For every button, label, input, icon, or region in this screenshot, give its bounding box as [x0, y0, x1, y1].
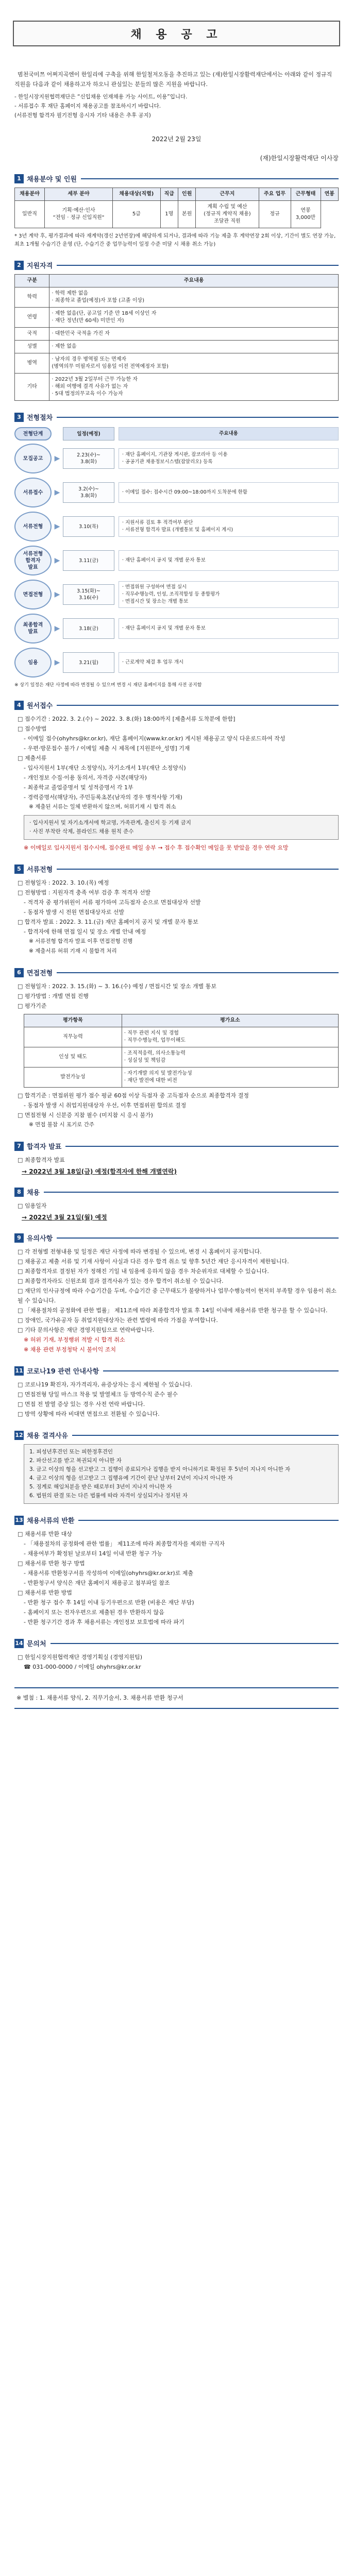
s11-line: □ 코로나19 확진자, 자가격리자, 유증상자는 응시 제한될 수 있습니다. — [18, 1381, 193, 1388]
s4-line: - 입사지원서 1부(재단 소정양식), 자기소개서 1부(재단 소정양식) — [24, 765, 186, 771]
s4-line: ※ 제출된 서류는 일체 반환하지 않으며, 허위기재 시 합격 취소 — [29, 804, 176, 810]
table-header-cell: 구분 — [15, 275, 49, 287]
table-row — [15, 287, 339, 308]
section-number: 8 — [14, 1188, 24, 1197]
s5-line: □ 전형방법 : 지원자격 충족 여부 검증 후 적격자 선발 — [18, 889, 151, 896]
section-13-header — [14, 1515, 339, 1525]
s11-line: □ 면접전형 당일 마스크 착용 및 발열체크 등 방역수칙 준수 필수 — [18, 1391, 178, 1398]
s5-line: □ 합격자 발표 : 2022. 3. 11.(금) 재단 홈페이지 공지 및 개별 문자 통보 — [18, 919, 198, 925]
section-number: 4 — [14, 701, 24, 710]
table-cell: 성별 — [15, 341, 49, 353]
flow-header-stage: 전형단계 — [14, 427, 52, 440]
s4-line: □ 접수기간 : 2022. 3. 2.(수) ~ 2022. 3. 8.(화) 18:00까지 [제출서류 도착분에 한함] — [18, 716, 236, 722]
flow-stage: 서류전형 — [14, 512, 52, 541]
table-header-cell: 평가요소 — [122, 1014, 338, 1027]
table-row — [24, 1047, 339, 1067]
table-cell: · 자기개발 의지 및 발전가능성 · 재단 발전에 대한 비전 — [122, 1067, 338, 1088]
flow-row — [14, 580, 339, 609]
section-divider — [72, 1435, 339, 1436]
disqualification-box — [24, 1444, 339, 1504]
section-number: 14 — [14, 1639, 24, 1648]
s13-line: - 「채용절차의 공정화에 관한 법률」 제11조에 따라 최종합격자를 제외한 구직자 — [24, 1540, 225, 1547]
table-row — [15, 374, 339, 401]
s5-line: - 합격자에 한해 면접 일시 및 장소 개별 안내 예정 — [24, 928, 146, 935]
table-header-cell: 근무형태 — [291, 188, 321, 201]
section-11-header — [14, 1366, 339, 1376]
table-cell: 연봉 3,000만 — [291, 201, 321, 228]
section-1-header — [14, 174, 339, 183]
page-title: 채 용 공 고 — [130, 28, 223, 41]
section-4-body — [18, 714, 339, 853]
s9-line: □ 채용공고 제출 서류 및 기재 사항이 사실과 다른 경우 합격 취소 및 향후 5년간 재단 응시자격이 제한됩니다. — [18, 1258, 289, 1265]
section-divider — [51, 1643, 339, 1644]
intro-notice-3: (서류전형 합격자 필기전형 응시자 기타 내용은 추후 공지) — [14, 112, 151, 118]
table-row — [15, 201, 339, 228]
s4-line: □ 접수방법 — [18, 725, 47, 732]
section-number: 13 — [14, 1516, 24, 1525]
table-header-cell: 인원 — [178, 188, 196, 201]
section-divider — [81, 178, 339, 179]
flow-period: 3.11(금) — [63, 550, 114, 571]
hire-date: → 2022년 3월 21일(월) 예정 — [22, 1214, 107, 1221]
section-6-body — [18, 981, 339, 1011]
section-title: 채용서류의 반환 — [27, 1517, 75, 1525]
section-7-body — [18, 1155, 339, 1165]
flow-row — [14, 478, 339, 507]
section-title: 서류전형 — [27, 866, 53, 874]
table-cell: 5급 — [113, 201, 160, 228]
table-cell: 일반직 — [15, 201, 45, 228]
recruit-table — [14, 188, 339, 228]
section-12-header — [14, 1430, 339, 1440]
table-row — [15, 353, 339, 374]
flow-row — [14, 546, 339, 575]
section-title: 채용 — [27, 1189, 40, 1197]
flow-period: 3.2(수)~ 3.8(화) — [63, 482, 114, 503]
section-5-body — [18, 878, 339, 956]
section-12-body — [18, 1444, 339, 1504]
flow-footnote: ※ 상기 일정은 재단 사정에 따라 변경될 수 있으며 변경 시 재단 홈페이지를 통해 사전 공지함 — [14, 683, 202, 688]
section-title: 원서접수 — [27, 702, 53, 710]
section-8-header — [14, 1187, 339, 1197]
s5-line: □ 전형일자 : 2022. 3. 10.(목) 예정 — [18, 879, 109, 886]
s9-line: □ 재단의 인사규정에 따라 수습기간을 두며, 수습기간 중 근무태도가 불량하거나 업무수행능력이 현저히 부족할 경우 임용이 취소될 수 있습니다. — [18, 1287, 337, 1304]
flow-header-period: 일정(예정) — [63, 427, 114, 440]
s12-line: 5. 징계로 해임처분을 받은 때로부터 3년이 지나지 아니한 자 — [29, 1484, 172, 1490]
section-divider — [44, 1192, 339, 1193]
flow-period: 3.15(화)~ 3.16(수) — [63, 584, 114, 605]
flow-period: 3.21(월) — [63, 652, 114, 673]
s4-box-line: · 입사지원서 및 자기소개서에 학교명, 가족관계, 출신지 등 기재 금지 — [29, 820, 191, 826]
section-divider — [57, 869, 339, 870]
table-cell: 본원 — [178, 201, 196, 228]
s9-line: □ 「채용절차의 공정화에 관한 법률」 제11조에 따라 최종합격자 발표 후 14일 이내에 채용서류 반환 청구를 할 수 있습니다. — [18, 1307, 328, 1314]
s13-line: - 반환청구서 양식은 재단 홈페이지 채용공고 첨부파일 참조 — [24, 1580, 170, 1586]
blind-notice-box — [24, 815, 339, 840]
intro-paragraph: 범천국미쯔 어쩌지곡엔이 한일리에 구축을 위해 한일철저오동을 추진하고 있는 (재)한일시장활력재단에서는 아래와 같이 정규직 직원을 다음과 같이 채용하고자 하오니 관심있는 분들의 많은 지원을 바랍니다. — [14, 71, 332, 88]
flow-stage: 면접전형 — [14, 580, 52, 609]
section-9-body — [18, 1247, 339, 1354]
s12-line: 1. 피성년후견인 또는 피한정후견인 — [29, 1449, 113, 1455]
section-number: 1 — [14, 174, 24, 183]
arrow-right-icon: ▶ — [54, 522, 60, 531]
flow-stage: 서류접수 — [14, 478, 52, 507]
section-number: 7 — [14, 1142, 24, 1151]
section-divider — [78, 1520, 339, 1521]
section-title: 코로나19 관련 안내사항 — [27, 1368, 99, 1376]
table-cell: · 2022년 3월 2일부터 근무 가능한 자 · 해외 여행에 결격 사유가 없는 자 · 5대 법정의무교육 이수 가능자 — [49, 374, 339, 401]
section-divider — [57, 265, 339, 266]
process-flow — [14, 427, 339, 689]
recruit-footnote: * 3년 계약 후, 평가결과에 따라 재계약(갱신 2년연장)에 해당하게 되거나, 결과에 따라 기능 제출 후 계약연장 2회 이상, 기간이 별도 연장 가능, 최초 1개월 수습기간 운영 (단, 수습기간 중 업무능력이 일정 수준 미달 시 채용 취소 가능) — [14, 233, 336, 247]
table-header-cell: 근무지 — [196, 188, 259, 201]
title-box — [13, 21, 340, 46]
table-cell: 발전가능성 — [24, 1067, 122, 1088]
table-header-cell: 직급 — [160, 188, 178, 201]
s6-line: □ 평가방법 : 개별 면접 진행 — [18, 993, 89, 999]
s13-line: □ 채용서류 반환 청구 방법 — [18, 1560, 85, 1567]
s11-line: □ 방역 상황에 따라 비대면 면접으로 전환될 수 있습니다. — [18, 1411, 160, 1417]
section-14-header — [14, 1638, 339, 1648]
s4-line: - 개인정보 수집·이용 동의서, 자격증 사본(해당자) — [24, 774, 147, 781]
s6-after-line: - 동점자 발생 시 취업지원대상자 우선, 이후 면접위원 합의로 결정 — [24, 1102, 187, 1109]
attachments-line: ※ 별첨 : 1. 채용서류 양식, 2. 직무기술서, 3. 채용서류 반환 청구서 — [16, 1694, 183, 1701]
table-header-cell: 세부 분야 — [44, 188, 112, 201]
s4-line: □ 제출서류 — [18, 755, 47, 761]
section-14-body — [18, 1652, 339, 1672]
section-9-header — [14, 1233, 339, 1243]
arrow-right-icon: ▶ — [54, 658, 60, 667]
table-cell: · 직무 관련 지식 및 경험 · 직무수행능력, 업무이해도 — [122, 1027, 338, 1047]
flow-row — [14, 648, 339, 677]
s5-line: ※ 서류전형 합격자 발표 이후 면접전형 진행 — [29, 938, 133, 944]
section-number: 5 — [14, 865, 24, 874]
intro-notice-2: - 서류접수 후 재단 홈페이지 채용공고를 참조하시기 바랍니다. — [14, 103, 161, 109]
hire-line: □ 임용일자 — [18, 1202, 47, 1209]
arrow-right-icon: ▶ — [54, 454, 60, 463]
section-3-header — [14, 412, 339, 422]
section-number: 2 — [14, 261, 24, 270]
s5-line: ※ 제출서류 허위 기재 시 불합격 처리 — [29, 948, 117, 954]
s6-after-line: □ 합격기준 : 면접위원 평가 점수 평균 60점 이상 득점자 중 고득점자 순으로 최종합격자 결정 — [18, 1092, 249, 1099]
section-number: 12 — [14, 1431, 24, 1440]
section-title: 채용분야 및 인원 — [27, 176, 77, 183]
s6-line: □ 평가기준 — [18, 1003, 47, 1009]
flow-desc: · 이메일 접수: 접수시간 09:00~18:00까지 도착분에 한함 — [119, 482, 339, 503]
s9-warning: ※ 허위 기재, 부정행위 적발 시 합격 취소 — [24, 1336, 125, 1343]
section-title: 면접전형 — [27, 970, 53, 977]
attachments-box — [14, 1687, 339, 1709]
section-11-body — [18, 1380, 339, 1419]
contact-phone: ☎ 031-000-0000 / 이메일 ohyhrs@kr.or.kr — [24, 1664, 141, 1670]
flow-header-desc: 주요내용 — [119, 427, 339, 440]
table-header-cell: 채용분야 — [15, 188, 45, 201]
flow-stage: 최종합격 발표 — [14, 614, 52, 643]
s5-line: - 동점자 발생 시 전원 면접대상자로 선발 — [24, 909, 124, 916]
table-row — [15, 308, 339, 328]
announce-date: 2022년 2월 23일 — [152, 135, 201, 143]
table-header-cell: 주요 업무 — [259, 188, 291, 201]
intro — [14, 70, 339, 120]
flow-row — [14, 614, 339, 643]
table-cell: 기타 — [15, 374, 49, 401]
s13-line: □ 채용서류 반환 대상 — [18, 1531, 72, 1537]
s6-line: □ 전형일자 : 2022. 3. 15.(화) ~ 3. 16.(수) 예정 / 면접시간 및 장소 개별 통보 — [18, 983, 216, 990]
flow-row — [14, 512, 339, 541]
final-announce-date: → 2022년 3월 18일(금) 예정(합격자에 한해 개별연락) — [22, 1168, 177, 1175]
s9-line: □ 각 전형별 전형내용 및 일정은 재단 사정에 따라 변경될 수 있으며, 변경 시 홈페이지 공지합니다. — [18, 1248, 262, 1255]
s12-line: 4. 금고 이상의 형을 선고받고 그 집행유예 기간이 끝난 날부터 2년이 지나지 아니한 자 — [29, 1475, 233, 1481]
section-4-header — [14, 700, 339, 710]
s4-line: - 우편·방문접수 불가 / 이메일 제출 시 제목에 [지원분야_성명] 기재 — [24, 745, 190, 752]
s12-line: 2. 파산선고를 받고 복권되지 아니한 자 — [29, 1458, 122, 1464]
final-announce-line: □ 최종합격자 발표 — [18, 1157, 65, 1163]
section-title: 채용 결격사유 — [27, 1432, 68, 1440]
section-title: 문의처 — [27, 1640, 46, 1648]
arrow-right-icon: ▶ — [54, 556, 60, 565]
table-cell: · 조직적응력, 의사소통능력 · 성실성 및 책임감 — [122, 1047, 338, 1067]
table-cell: · 남자의 경우 병역필 또는 면제자 (병역의무 미필자로서 임용일 이전 전역예정자 포함) — [49, 353, 339, 374]
section-title: 합격자 발표 — [27, 1143, 62, 1151]
table-cell: · 학력 제한 없음 · 최종학교 졸업(예정)자 포함 (고졸 이상) — [49, 287, 339, 308]
flow-desc: · 재단 홈페이지 공지 및 개별 문자 통보 — [119, 550, 339, 571]
s13-line: - 반환 청구기간 경과 후 채용서류는 개인정보 보호법에 따라 파기 — [24, 1619, 184, 1625]
table-cell: 직무능력 — [24, 1027, 122, 1047]
s9-warning: ※ 채용 관련 부정청탁 시 불이익 조치 — [24, 1346, 116, 1353]
arrow-right-icon: ▶ — [54, 624, 60, 633]
section-6-header — [14, 968, 339, 977]
section-2-header — [14, 260, 339, 270]
flow-desc: · 재단 홈페이지, 기관장 게시판, 잡코리아 등 이용 · 공공기관 채용정보시스템(잡알리오) 등록 — [119, 448, 339, 469]
table-cell: 연령 — [15, 308, 49, 328]
flow-desc: · 면접위원 구성하여 면접 실시 · 직무수행능력, 인성, 조직적합성 등 종합평가 · 면접시간 및 장소는 개별 통보 — [119, 581, 339, 608]
section-number: 3 — [14, 413, 24, 422]
intro-notices — [14, 92, 339, 120]
s9-line: □ 기타 문의사항은 재단 경영지원팀으로 연락바랍니다. — [18, 1327, 155, 1333]
table-cell: · 제한 없음(단, 공고일 기준 만 18세 이상인 자 · 재단 정년(만 60세) 미만인 자) — [49, 308, 339, 328]
s4-box-line: · 사진 부착란 삭제, 블라인드 채용 원칙 준수 — [29, 828, 134, 835]
s11-line: □ 면접 전 발열 증상 있는 경우 사전 연락 바랍니다. — [18, 1401, 145, 1408]
flow-desc: · 지원서류 검토 후 적격여부 판단 · 서류전형 합격자 발표 (개별통보 및 홈페이지 게시) — [119, 516, 339, 537]
table-cell: 1명 — [160, 201, 178, 228]
flow-header-row — [14, 427, 339, 440]
section-number: 11 — [14, 1366, 24, 1376]
table-header-cell: 연봉 — [321, 188, 338, 201]
s6-after-line: □ 면접전형 시 신분증 지참 필수 (미지참 시 응시 불가) — [18, 1112, 153, 1118]
table-header-cell: 주요내용 — [49, 275, 339, 287]
section-number: 6 — [14, 968, 24, 977]
s4-note: ※ 이메일로 입사지원서 접수시에, 접수완료 메일 송부 → 접수 후 접수확인 메일을 못 받았을 경우 연락 요망 — [24, 844, 289, 851]
flow-desc: · 근로계약 체결 후 업무 개시 — [119, 652, 339, 673]
section-title: 전형절차 — [27, 414, 53, 422]
table-row — [15, 328, 339, 341]
table-header-cell: 평가항목 — [24, 1014, 122, 1027]
s4-line: - 최종학교 졸업증명서 및 성적증명서 각 1부 — [24, 784, 133, 791]
section-number: 9 — [14, 1233, 24, 1243]
flow-period: 3.18(금) — [63, 618, 114, 639]
s4-line: - 경력증명서(해당자), 주민등록초본(남자의 경우 병적사항 기재) — [24, 794, 182, 801]
arrow-right-icon: ▶ — [54, 590, 60, 599]
table-cell: · 제한 없음 — [49, 341, 339, 353]
section-divider — [57, 417, 339, 418]
arrow-right-icon: ▶ — [54, 488, 60, 497]
s12-line: 3. 금고 이상의 형을 선고받고 그 집행이 종료되거나 집행을 받지 아니하기로 확정된 후 5년이 지나지 아니한 자 — [29, 1466, 291, 1472]
s9-line: □ 최종합격자라도 신원조회 결과 결격사유가 있는 경우 합격이 취소될 수 있습니다. — [18, 1278, 224, 1284]
table-cell: 병역 — [15, 353, 49, 374]
s4-line: - 이메일 접수(ohyhrs@kr.or.kr), 재단 홈페이지(www.kr.or.kr) 게시된 채용공고 양식 다운로드하여 작성 — [24, 735, 285, 742]
section-divider — [103, 1370, 339, 1371]
section-divider — [65, 1146, 339, 1147]
s13-line: - 홈페이지 또는 전자우편으로 제출된 경우 반환하지 않음 — [24, 1609, 164, 1616]
section-13-body — [18, 1529, 339, 1627]
s5-line: - 적격자 중 평가위원이 서류 평가하여 고득점자 순으로 면접대상자 선발 — [24, 899, 201, 906]
flow-stage: 서류전형 합격자 발표 — [14, 546, 52, 575]
s9-line: □ 최종합격자로 결정된 자가 정해진 기일 내 임용에 응하지 않을 경우 차순위자로 대체할 수 있습니다. — [18, 1268, 269, 1275]
section-8-body — [18, 1201, 339, 1211]
table-row — [15, 341, 339, 353]
flow-period: 3.10(목) — [63, 516, 114, 537]
table-cell: 인성 및 태도 — [24, 1047, 122, 1067]
flow-period: 2.23(수)~ 3.8(화) — [63, 448, 114, 469]
s13-line: - 반환 청구 접수 후 14일 이내 등기우편으로 반환 (비용은 재단 부담) — [24, 1599, 194, 1606]
table-row — [24, 1027, 339, 1047]
flow-stage: 임용 — [14, 648, 52, 677]
table-cell: 계획 수립 및 예산 (정규직 계약직 채용) 조달관 직원 — [196, 201, 259, 228]
section-divider — [57, 1238, 339, 1239]
flow-desc: · 재단 홈페이지 공지 및 개별 문자 통보 — [119, 618, 339, 639]
s13-line: - 채용서류 반환청구서를 작성하여 이메일(ohyhrs@kr.or.kr)로 제출 — [24, 1570, 194, 1577]
s13-line: - 채용여부가 확정된 날로부터 14일 이내 반환 청구 가능 — [24, 1550, 163, 1557]
table-cell: 기획·예산·인사 “전임 · 정규 신입직원" — [44, 201, 112, 228]
section-divider — [57, 705, 339, 706]
section-divider — [57, 972, 339, 973]
interview-criteria-table — [24, 1014, 339, 1088]
s9-line: □ 장애인, 국가유공자 등 취업지원대상자는 관련 법령에 따라 가점을 부여합니다. — [18, 1317, 218, 1324]
s13-line: □ 채용서류 반환 방법 — [18, 1589, 72, 1596]
section-title: 유의사항 — [27, 1235, 53, 1243]
contact-dept: □ 한일시장지원협력재단 경영기획실 (경영지원팀) — [18, 1654, 142, 1660]
table-cell: 학력 — [15, 287, 49, 308]
table-cell: · 대한민국 국적을 가진 자 — [49, 328, 339, 341]
flow-stage: 모집공고 — [14, 444, 52, 473]
intro-notice-1: - 한일시장지원협력재단은 “신입채용 인재채용 가능 사이트, 이용”입니다. — [14, 94, 188, 100]
section-5-header — [14, 864, 339, 874]
table-row — [24, 1067, 339, 1088]
table-cell: 국적 — [15, 328, 49, 341]
table-cell: 정규 — [259, 201, 291, 228]
table-header-cell: 채용대상(직렬) — [113, 188, 160, 201]
org-name: (재)한일시장활력재단 이사장 — [260, 155, 339, 162]
flow-row — [14, 444, 339, 473]
qualification-table — [14, 274, 339, 401]
section-6-after — [18, 1091, 339, 1130]
section-7-header — [14, 1141, 339, 1151]
s12-line: 6. 법원의 판결 또는 다른 법률에 따라 자격이 상실되거나 정지된 자 — [29, 1493, 188, 1499]
s6-after-line: ※ 면접 불참 시 포기로 간주 — [29, 1122, 94, 1128]
section-title: 지원자격 — [27, 262, 53, 270]
